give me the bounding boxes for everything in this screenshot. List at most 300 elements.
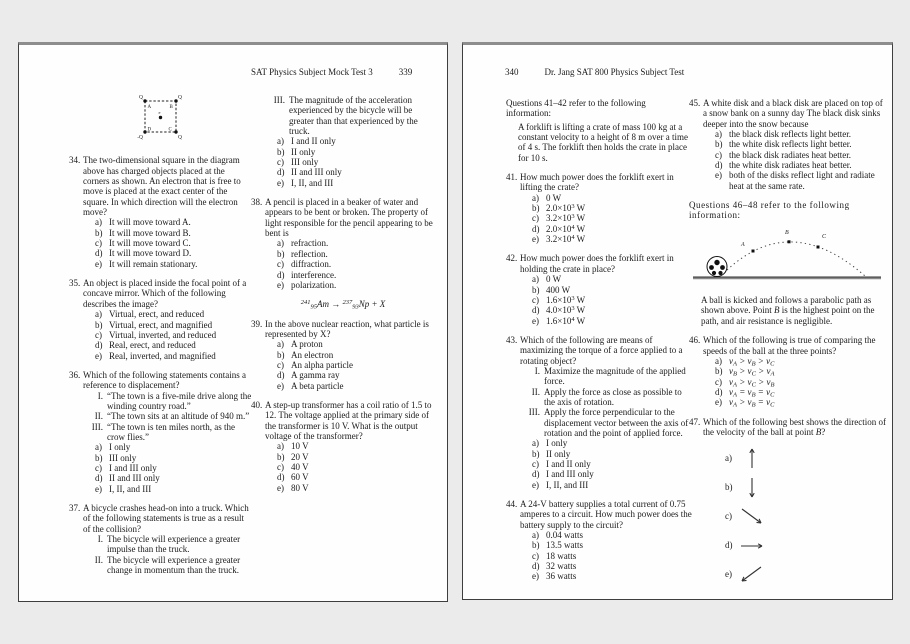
option-label: c) [277,359,284,370]
question-38 [251,197,435,290]
option-label: a) [532,530,539,541]
charged-square-figure-wrap [69,91,253,145]
answer-option [95,238,253,248]
question-number: 34. [69,155,81,166]
option-text: 0 W [546,274,562,285]
svg-text:-Q: -Q [137,134,143,141]
question-continuation [251,95,435,188]
option-label: c) [277,462,284,472]
option-label: e) [532,571,539,582]
answer-option [277,178,435,188]
option-text: $1.6\times 10^3$ W [546,294,586,305]
statement-label: I. [97,534,103,545]
option-label: e) [725,569,732,580]
option-text: A gamma ray [291,370,340,381]
option-text: Virtual, erect, and reduced [109,309,205,320]
statement-item [523,387,692,408]
option-label: b) [715,139,723,150]
answer-option [532,480,692,490]
info-heading: Questions 41–42 refer to the following information: [506,98,646,119]
question-text: Which of the following best shows the direction of the velocity of the ball at point B? [703,416,886,437]
option-label: b) [95,452,103,463]
question-39 [251,319,435,391]
option-text: $v_B > v_C > v_A$ [729,366,775,378]
answer-option [277,452,435,462]
question-44 [506,499,692,582]
option-label: b) [715,366,723,377]
statement-label: III. [91,421,103,432]
statement-label: II. [94,411,103,422]
question-47 [689,417,887,438]
answer-option [277,136,435,146]
column-left [506,98,692,591]
option-label: d) [532,561,540,572]
question-37 [69,503,253,575]
statement-text: The bicycle will experience a greater change in momentum than the truck. [107,554,241,576]
arrow-option [725,504,887,529]
column-left [69,91,253,584]
option-label: b) [532,203,540,214]
option-text: the white disk radiates heat better. [729,160,852,171]
option-text: 36 watts [546,571,577,582]
option-label: a) [95,309,102,320]
statement-text: “The town is a five-mile drive along the winding country road.” [107,390,252,411]
option-label: b) [95,319,103,330]
svg-text:B: B [785,229,789,236]
svg-text:Q: Q [178,134,182,141]
option-label: d) [715,386,723,397]
option-label: a) [532,192,539,203]
arrow-option [725,446,887,471]
question-text: A step-up transformer has a coil ratio of 1.5 to 12. The voltage applied at the primary side of the transformer is 10 V. What is the output voltage of the transformer? [265,399,432,441]
option-text: I, II, and III [109,483,152,494]
arrow-option [725,475,887,500]
option-text: I and II only [291,136,336,147]
question-text: Which of the following statements contains a reference to displacement? [83,369,246,391]
option-label: c) [715,376,722,387]
option-label: a) [277,238,284,249]
answer-option [277,270,435,280]
option-label: e) [277,279,284,290]
option-label: b) [277,248,285,259]
answer-option [532,295,692,305]
question-42 [506,253,692,325]
answer-option [277,249,435,259]
answer-option [95,484,253,494]
statement-item [268,95,435,136]
option-text: It will move toward C. [109,238,191,249]
question-text: A white disk and a black disk are placed on top of a snow bank on a sunny day The black disk sinks deeper into the snow because [703,98,883,129]
question-text: An object is placed inside the focal point of a concave mirror. Which of the following describes the image? [83,278,247,309]
option-text: $v_A > v_B = v_C$ [729,397,775,409]
info-block [506,98,692,163]
option-text: diffraction. [291,259,332,270]
option-label: d) [532,223,540,234]
question-number: 47. [689,416,701,427]
info-heading: Questions 46–48 refer to the following information: [689,200,850,221]
question-text: A bicycle crashes head-on into a truck. Which of the following statements is true as a result of the collision? [83,503,249,534]
option-text: I and III only [109,462,157,473]
option-label: b) [725,482,733,493]
column-right [689,98,887,591]
arrow-option [725,562,887,587]
option-label: c) [532,459,539,469]
question-40 [251,400,435,493]
answer-option [532,193,692,203]
projectile-path-figure [691,225,883,289]
option-label: c) [532,550,539,561]
option-label: b) [277,451,285,462]
option-text: $3.2\times 10^3$ W [546,213,586,224]
option-label: c) [277,157,284,168]
answer-option [532,285,692,295]
charged-square-figure [131,91,191,143]
answer-option [277,472,435,482]
option-text: $2.0\times 10^4$ W [546,223,586,234]
svg-text:A: A [147,105,152,110]
statement-text: “The town sits at an altitude of 940 m.” [107,411,250,422]
answer-option [532,571,692,581]
question-number: 40. [251,399,263,410]
answer-option [277,483,435,493]
nuclear-reaction-formula: $^{241}_{95}$Am → $^{237}_{93}$Np + X [300,299,386,311]
statement-text: The magnitude of the acceleration experienced by the bicycle will be greater than that experienced by the truck. [289,95,418,137]
answer-option [95,309,253,319]
answer-option [715,387,887,397]
question-text: How much power does the forklift exert in lifting the crate? [520,172,674,193]
option-text: An alpha particle [291,359,353,370]
option-label: d) [532,305,540,316]
question-number: 44. [506,499,518,510]
question-text: A 24-V battery supplies a total current of 0.75 amperes to a circuit. How much power does the battery supply to the circuit? [520,499,692,530]
option-label: b) [277,349,285,360]
answer-option [715,377,887,387]
page-header [251,67,412,77]
info-paragraph: A forklift is lifting a crate of mass 100 kg at a constant velocity to a height of 8 m over a time of 4 s. The forklift then holds the crate in place for 10 s. [518,121,688,163]
option-label: e) [95,483,102,494]
question-text: In the above nuclear reaction, what particle is represented by X? [265,318,429,339]
statement-label: III. [273,95,285,105]
svg-text:C: C [822,233,827,240]
option-label: d) [725,540,733,551]
statement-text: Apply the force as close as possible to the axis of rotation. [544,386,682,407]
question-text: Which of the following is true of comparing the speeds of the ball at the three points? [703,335,876,356]
option-text: III only [291,157,319,168]
question-46 [689,335,887,407]
answer-option [715,356,887,366]
option-text: An electron [291,349,334,360]
svg-text:C: C [168,127,172,133]
answer-option [277,238,435,248]
answer-option [95,320,253,330]
answer-option [277,259,435,269]
answer-option [532,469,692,479]
option-label: a) [725,453,732,464]
option-label: e) [715,397,722,408]
option-label: b) [95,227,103,238]
answer-option [715,139,887,149]
answer-option [532,551,692,561]
option-label: c) [95,462,102,473]
question-41 [506,172,692,244]
option-text: I, II, and III [546,479,589,490]
option-label: d) [532,469,540,480]
answer-option [277,147,435,157]
answer-option [95,330,253,340]
question-text: The two-dimensional square in the diagram above has charged objects placed at the corners as shown. An electron that is free to move is placed at the exact center of the square. In which direction will the electron move? [83,155,241,218]
statement-item [86,391,253,412]
question-number: 36. [69,369,81,380]
option-text: 80 V [291,482,309,493]
statement-text: The bicycle will experience a greater impulse than the truck. [107,534,241,555]
answer-option [277,350,435,360]
svg-text:Q: Q [178,94,182,101]
page-right [462,42,893,600]
question-number: 41. [506,172,518,183]
answer-option [532,224,692,234]
option-label: c) [725,511,732,522]
statement-item [523,366,692,387]
answer-option [95,351,253,361]
answer-option [532,213,692,223]
answer-option [277,370,435,380]
option-label: a) [532,438,539,449]
answer-option [95,217,253,227]
option-text: It will move toward B. [109,227,191,238]
statement-text: Apply the force perpendicular to the displacement vector between the axis of rotation and the point of applied force. [544,407,689,438]
option-text: $v_A > v_B > v_C$ [729,355,775,368]
statement-item [86,534,253,555]
page-number: 339 [398,67,413,77]
option-label: c) [715,149,722,160]
question-number: 42. [506,253,518,264]
svg-text:A: A [741,241,745,248]
option-text: $2.0\times 10^3$ W [546,203,586,214]
answer-option [532,459,692,469]
option-label: d) [277,167,285,178]
option-text: II and III only [109,473,160,484]
option-text: $1.6\times 10^4$ W [546,315,586,326]
option-label: d) [95,473,103,484]
option-label: e) [277,177,284,188]
option-label: d) [95,248,103,259]
option-text: 13.5 watts [546,540,583,551]
option-label: b) [277,146,285,157]
option-text: both of the disks reflect light and radiate heat at the same rate. [729,170,875,191]
option-label: a) [95,217,102,228]
answer-option [532,561,692,571]
answer-option [277,157,435,167]
arrow-option [725,533,887,558]
option-label: a) [277,339,284,350]
answer-option [532,316,692,326]
question-34 [69,155,253,269]
answer-option [715,397,887,407]
option-label: e) [95,350,102,361]
answer-option [95,228,253,238]
answer-option [532,449,692,459]
statement-label: I. [97,390,103,401]
option-text: Virtual, erect, and magnified [109,319,213,330]
option-text: II and III only [291,167,342,178]
option-text: I only [546,438,568,449]
question-number: 35. [69,278,81,289]
option-label: a) [277,136,284,147]
answer-option [715,150,887,160]
arrow-down-right-icon [739,504,765,529]
answer-option [277,381,435,391]
option-label: c) [532,213,539,224]
column-right [251,95,435,502]
option-text: $v_A = v_B = v_C$ [729,386,775,399]
arrow-down-left-icon [739,562,765,587]
option-text: Real, erect, and reduced [109,340,196,351]
option-text: refraction. [291,238,329,249]
answer-option [95,259,253,269]
answer-option [95,248,253,258]
option-text: polarization. [291,279,337,290]
statement-label: II. [531,386,540,397]
answer-option [715,170,887,191]
page-number: 340 [505,67,519,77]
option-text: Virtual, inverted, and reduced [109,329,217,340]
arrow-up-icon [739,446,765,471]
question-number: 37. [69,503,81,513]
option-text: I and II only [546,459,591,469]
answer-option [532,305,692,315]
option-label: c) [277,259,284,270]
answer-option [277,280,435,290]
answer-option [532,203,692,213]
option-text: the black disk reflects light better. [729,129,851,140]
option-text: 20 V [291,451,309,462]
option-text: A beta particle [291,380,344,391]
question-text: Which of the following are means of maximizing the torque of a force applied to a rotating object? [520,334,683,366]
answer-option [277,462,435,472]
question-number: 46. [689,335,701,346]
question-number: 39. [251,318,263,329]
svg-text:B: B [169,105,173,110]
answer-option [715,366,887,376]
option-label: d) [277,370,285,381]
option-label: b) [532,284,540,295]
option-text: 0.04 watts [546,530,583,541]
option-text: It will move toward D. [109,248,192,259]
option-text: Real, inverted, and magnified [109,350,216,361]
option-label: d) [715,160,723,171]
statement-item [86,422,253,443]
option-text: reflection. [291,248,328,259]
answer-option [277,339,435,349]
question-text: A pencil is placed in a beaker of water and appears to be bent or broken. The property of light responsible for the pencil appearing to be bent is [265,197,433,239]
statement-text: Maximize the magnitude of the applied force. [544,365,686,387]
page-header [505,67,684,77]
projectile-path-figure-wrap [691,225,887,291]
statement-label: II. [94,554,103,565]
option-text: 0 W [546,192,562,203]
statement-item [523,407,692,438]
option-label: c) [95,238,102,249]
question-35 [69,278,253,361]
answer-option [95,473,253,483]
option-text: I, II, and III [291,177,334,188]
answer-option [532,540,692,550]
arrow-right-icon [739,533,765,558]
question-number: 43. [506,334,518,345]
option-label: a) [277,441,284,452]
option-text: 400 W [546,284,571,295]
option-text: 18 watts [546,550,577,561]
answer-option [95,463,253,473]
option-label: e) [95,258,102,269]
svg-text:D: D [147,127,152,133]
option-text: It will move toward A. [109,217,191,228]
velocity-direction-options [689,446,887,587]
option-text: II only [291,146,316,157]
option-label: a) [95,442,102,453]
option-label: e) [532,234,539,245]
arrow-down-icon [739,475,765,500]
option-text: It will remain stationary. [109,258,198,269]
answer-option [277,167,435,177]
statement-item [86,411,253,421]
svg-text:e: e [158,110,161,115]
question-45 [689,98,887,191]
answer-option [532,234,692,244]
option-text: 40 V [291,462,309,472]
info-block [689,200,887,221]
page-left [18,42,448,602]
option-label: e) [277,482,284,493]
answer-option [95,340,253,350]
option-text: III only [109,452,137,463]
option-text: II only [546,448,571,459]
option-label: a) [532,274,539,285]
option-label: a) [715,129,722,140]
option-text: $3.2\times 10^4$ W [546,234,586,245]
statement-label: III. [528,407,540,418]
answer-option [532,274,692,284]
option-label: e) [277,380,284,391]
option-label: d) [277,472,285,483]
answer-option [532,438,692,448]
option-label: e) [532,315,539,326]
answer-option [277,441,435,451]
option-text: 32 watts [546,561,577,572]
option-text: 10 V [291,441,309,452]
option-text: I and III only [546,469,594,480]
option-label: e) [715,170,722,181]
answer-option [95,442,253,452]
option-label: e) [532,479,539,490]
option-text: interference. [291,269,337,280]
option-text: the black disk radiates heat better. [729,149,851,160]
option-label: c) [532,294,539,305]
question-text: How much power does the forklift exert in holding the crate in place? [520,253,674,274]
statement-item [86,555,253,576]
question-number: 45. [689,98,701,108]
figure-caption: A ball is kicked and follows a parabolic path as shown above. Point B is the highest point on the path, and air resistance is negligible. [701,295,875,326]
answer-option [715,129,887,139]
option-text: 60 V [291,472,309,483]
option-label: d) [277,269,285,280]
option-label: d) [95,340,103,351]
answer-option [532,530,692,540]
option-text: A proton [291,339,323,350]
statement-text: “The town is ten miles north, as the crow flies.” [107,421,235,442]
page-header-title: SAT Physics Subject Mock Test 3 [251,67,373,77]
option-label: b) [532,448,540,459]
